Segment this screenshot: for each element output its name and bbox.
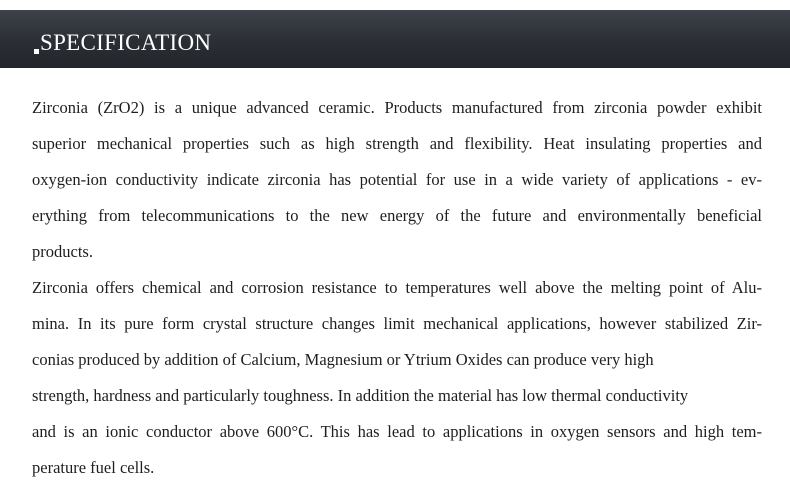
paragraph-2 — [32, 270, 762, 486]
section-title: SPECIFICATION — [40, 30, 212, 55]
paragraph-line: conias produced by addition of Calcium, Magnesium or Ytrium Oxides can produce very high — [32, 350, 654, 369]
paragraph-line: and is an ionic conductor above 600°C. This has lead to applications in oxygen sensors and high tem- — [32, 422, 762, 441]
specification-body — [32, 90, 762, 486]
paragraph-line: erything from telecommunications to the new energy of the future and environmentally beneficial — [32, 206, 762, 225]
paragraph-line: superior mechanical properties such as high strength and flexibility. Heat insulating properties and — [32, 134, 762, 153]
paragraph-line: strength, hardness and particularly toughness. In addition the material has low thermal conductivity — [32, 386, 689, 405]
paragraph-line: mina. In its pure form crystal structure changes limit mechanical applications, however stabilized Zir- — [32, 314, 762, 333]
section-header — [0, 10, 790, 68]
paragraph-line: Zirconia (ZrO2) is a unique advanced ceramic. Products manufactured from zirconia powder exhibit — [32, 98, 762, 117]
paragraph-line: oxygen-ion conductivity indicate zirconia has potential for use in a wide variety of applications - ev- — [32, 170, 762, 189]
paragraph-line: perature fuel cells. — [32, 458, 155, 477]
header-bullet-marker — [34, 49, 39, 54]
paragraph-line: Zirconia offers chemical and corrosion resistance to temperatures well above the melting point of Alu- — [32, 278, 762, 297]
paragraph-1 — [32, 90, 762, 270]
paragraph-line: products. — [32, 242, 93, 261]
